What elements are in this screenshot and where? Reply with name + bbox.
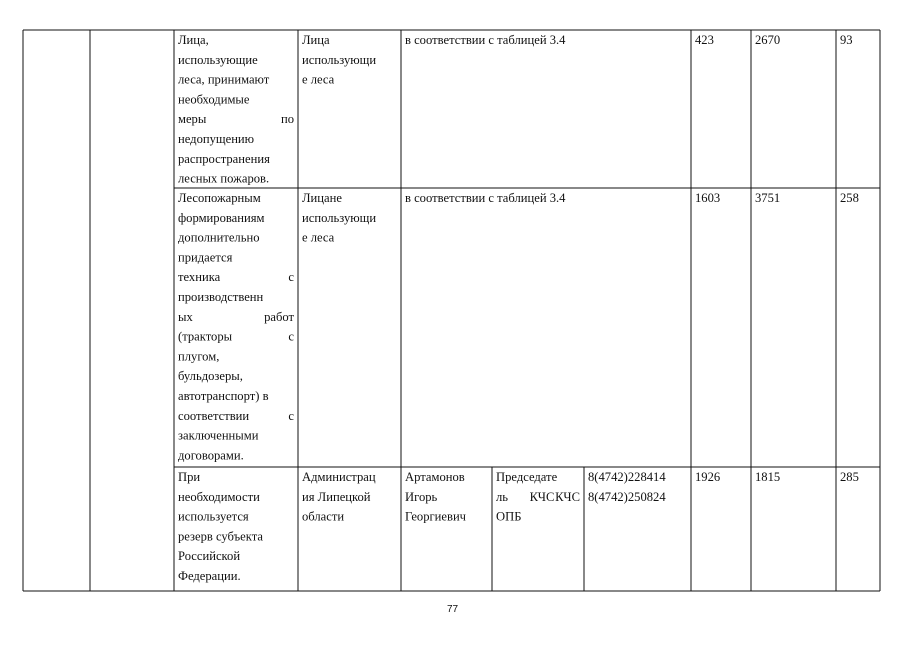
measure-text: (тракторы — [178, 329, 233, 344]
measure-text: Федерации. — [178, 569, 241, 583]
position-text: КЧС — [529, 489, 555, 504]
measure-text: используется — [178, 509, 249, 524]
executor-text: использующи — [302, 52, 377, 67]
measure-text: При — [178, 470, 201, 484]
measure-text: работ — [264, 309, 294, 324]
phone-text: 8(4742)250824 — [588, 489, 666, 504]
measure-text: леса, принимают — [178, 72, 270, 87]
measure-text: плугом, — [178, 349, 220, 364]
measure-text: необходимые — [178, 92, 250, 107]
measure-text: заключенными — [178, 428, 259, 443]
value-text: 1926 — [695, 470, 721, 484]
person-name-text: Артамонов — [405, 470, 465, 484]
measure-text: Лесопожарным — [178, 191, 261, 205]
measure-text: соответствии — [178, 408, 250, 423]
contact-text: в соответствии с таблицей 3.4 — [405, 33, 566, 47]
contact-text: в соответствии с таблицей 3.4 — [405, 191, 566, 205]
phone-text: 8(4742)228414 — [588, 470, 666, 484]
page-number: 77 — [446, 604, 459, 615]
measure-text: распространения — [178, 151, 270, 166]
measure-text: лесных пожаров. — [178, 171, 270, 186]
measure-text: необходимости — [178, 489, 260, 504]
value-text: 1603 — [695, 191, 721, 205]
executor-text: использующи — [302, 210, 377, 225]
measure-text: с — [288, 270, 294, 285]
position-text: ль — [496, 489, 509, 504]
position-text: Председате — [496, 470, 558, 484]
measure-text: меры — [178, 112, 207, 127]
measure-text: договорами. — [178, 448, 244, 463]
value-text: 93 — [840, 33, 853, 47]
measure-text: использующие — [178, 52, 258, 67]
executor-text: области — [302, 509, 345, 524]
measure-text: автотранспорт) в — [178, 389, 269, 403]
person-name-text: Игорь — [405, 489, 438, 504]
value-text: 1815 — [755, 470, 781, 484]
executor-text: ия Липецкой — [302, 489, 371, 504]
measure-text: техника — [178, 270, 221, 285]
measure-text: недопущению — [178, 132, 255, 146]
value-text: 423 — [695, 33, 714, 47]
measure-text: по — [280, 112, 294, 127]
person-name-text: Георгиевич — [405, 509, 467, 524]
measure-text: Российской — [178, 549, 241, 564]
position-text: ОПБ — [496, 509, 522, 524]
value-text: 258 — [840, 191, 859, 205]
measure-text: ых — [178, 309, 193, 324]
measure-text: придается — [178, 250, 233, 265]
measure-text: с — [288, 408, 294, 423]
value-text: 2670 — [755, 33, 781, 47]
measure-text: производственн — [178, 290, 264, 304]
executor-text: е леса — [302, 230, 335, 245]
measure-text: бульдозеры, — [178, 369, 243, 384]
executor-text: Лица — [302, 33, 330, 47]
measure-text: Лица, — [178, 33, 209, 47]
position-text: КЧС — [555, 489, 580, 504]
value-text: 285 — [840, 470, 859, 484]
value-text: 3751 — [755, 191, 781, 205]
measure-text: с — [288, 329, 294, 344]
measure-text: резерв субъекта — [178, 529, 263, 544]
executor-text: е леса — [302, 72, 335, 87]
executor-text: Администрац — [302, 470, 376, 484]
measure-text: дополнительно — [178, 230, 260, 245]
executor-text: Лицане — [302, 191, 342, 205]
measure-text: формированиям — [178, 210, 265, 225]
